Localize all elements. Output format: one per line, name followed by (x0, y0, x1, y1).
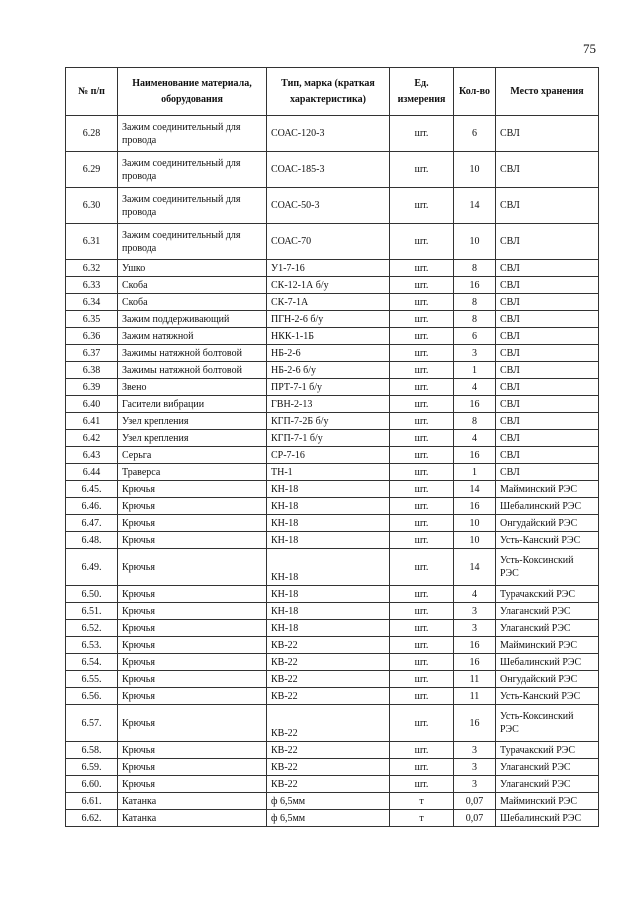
cell-num: 6.44 (66, 464, 118, 481)
cell-name: Ушко (118, 260, 267, 277)
header-num: № п/п (66, 68, 118, 116)
cell-qty: 4 (454, 379, 496, 396)
cell-mark: КН-18 (267, 620, 390, 637)
cell-place: СВЛ (496, 464, 599, 481)
cell-unit: шт. (390, 152, 454, 188)
cell-mark: ПГН-2-6 б/у (267, 311, 390, 328)
cell-place: СВЛ (496, 328, 599, 345)
cell-qty: 8 (454, 260, 496, 277)
cell-qty: 16 (454, 705, 496, 742)
cell-unit: шт. (390, 379, 454, 396)
cell-mark: СОАС-50-3 (267, 188, 390, 224)
cell-place: Турачакский РЭС (496, 586, 599, 603)
cell-unit: шт. (390, 498, 454, 515)
table-row (66, 224, 599, 260)
cell-name: Крючья (118, 654, 267, 671)
cell-unit: шт. (390, 586, 454, 603)
cell-name: Катанка (118, 810, 267, 827)
cell-place: СВЛ (496, 345, 599, 362)
cell-unit: шт. (390, 481, 454, 498)
cell-name: Гасители вибрации (118, 396, 267, 413)
page-number: 75 (583, 41, 596, 56)
cell-unit: шт. (390, 671, 454, 688)
cell-unit: т (390, 810, 454, 827)
table-row (66, 116, 599, 152)
cell-mark: КВ-22 (267, 776, 390, 793)
cell-num: 6.53. (66, 637, 118, 654)
cell-mark: СОАС-70 (267, 224, 390, 260)
cell-place: Улаганский РЭС (496, 776, 599, 793)
table-row (66, 413, 599, 430)
cell-unit: шт. (390, 776, 454, 793)
cell-place: Майминский РЭС (496, 637, 599, 654)
cell-name: Скоба (118, 294, 267, 311)
cell-qty: 4 (454, 586, 496, 603)
cell-num: 6.45. (66, 481, 118, 498)
cell-place: СВЛ (496, 311, 599, 328)
cell-qty: 1 (454, 464, 496, 481)
cell-name: Скоба (118, 277, 267, 294)
cell-place: Шебалинский РЭС (496, 654, 599, 671)
cell-name: Крючья (118, 603, 267, 620)
table-row (66, 654, 599, 671)
cell-qty: 3 (454, 603, 496, 620)
cell-num: 6.29 (66, 152, 118, 188)
cell-num: 6.50. (66, 586, 118, 603)
cell-name: Зажимы натяжной болтовой (118, 345, 267, 362)
cell-place: Улаганский РЭС (496, 620, 599, 637)
cell-mark: КГП-7-2Б б/у (267, 413, 390, 430)
table-row (66, 328, 599, 345)
cell-unit: шт. (390, 654, 454, 671)
cell-unit: шт. (390, 620, 454, 637)
cell-name: Зажим соединительный для провода (118, 224, 267, 260)
table-row (66, 742, 599, 759)
cell-num: 6.31 (66, 224, 118, 260)
cell-qty: 14 (454, 188, 496, 224)
cell-name: Крючья (118, 498, 267, 515)
cell-qty: 11 (454, 671, 496, 688)
cell-place: Улаганский РЭС (496, 603, 599, 620)
cell-mark: КВ-22 (267, 688, 390, 705)
table-row (66, 152, 599, 188)
cell-num: 6.41 (66, 413, 118, 430)
cell-unit: шт. (390, 311, 454, 328)
cell-place: СВЛ (496, 447, 599, 464)
table-row (66, 776, 599, 793)
header-name: Наименование материала, оборудования (118, 68, 267, 116)
cell-num: 6.40 (66, 396, 118, 413)
header-mark: Тип, марка (краткая характеристика) (267, 68, 390, 116)
cell-unit: шт. (390, 549, 454, 586)
table-row (66, 379, 599, 396)
table-row (66, 810, 599, 827)
cell-name: Узел крепления (118, 413, 267, 430)
cell-mark: КВ-22 (267, 671, 390, 688)
table-row (66, 515, 599, 532)
cell-mark: ПРТ-7-1 б/у (267, 379, 390, 396)
cell-unit: шт. (390, 447, 454, 464)
table-row (66, 549, 599, 586)
cell-num: 6.43 (66, 447, 118, 464)
cell-place: СВЛ (496, 116, 599, 152)
cell-mark: НКК-1-1Б (267, 328, 390, 345)
cell-place: Усть-Канский РЭС (496, 532, 599, 549)
cell-unit: шт. (390, 464, 454, 481)
cell-name: Крючья (118, 671, 267, 688)
cell-num: 6.60. (66, 776, 118, 793)
materials-table (65, 67, 599, 827)
cell-qty: 0,07 (454, 810, 496, 827)
cell-mark: КГП-7-1 б/у (267, 430, 390, 447)
cell-place: СВЛ (496, 362, 599, 379)
cell-num: 6.38 (66, 362, 118, 379)
cell-mark: СОАС-120-3 (267, 116, 390, 152)
cell-name: Зажим соединительный для провода (118, 152, 267, 188)
table-row (66, 277, 599, 294)
cell-name: Зажим поддерживающий (118, 311, 267, 328)
cell-mark: КН-18 (267, 515, 390, 532)
cell-qty: 16 (454, 498, 496, 515)
cell-qty: 6 (454, 116, 496, 152)
cell-mark: ГВН-2-13 (267, 396, 390, 413)
cell-place: Майминский РЭС (496, 793, 599, 810)
cell-place: Усть-Коксинский РЭС (496, 549, 599, 586)
cell-name: Крючья (118, 481, 267, 498)
cell-num: 6.52. (66, 620, 118, 637)
cell-unit: шт. (390, 637, 454, 654)
cell-unit: шт. (390, 328, 454, 345)
cell-unit: шт. (390, 705, 454, 742)
cell-qty: 10 (454, 224, 496, 260)
header-unit: Ед. измерения (390, 68, 454, 116)
cell-qty: 14 (454, 549, 496, 586)
table-row (66, 532, 599, 549)
cell-qty: 3 (454, 776, 496, 793)
cell-qty: 8 (454, 311, 496, 328)
cell-name: Серьга (118, 447, 267, 464)
header-qty: Кол-во (454, 68, 496, 116)
cell-place: СВЛ (496, 396, 599, 413)
cell-num: 6.56. (66, 688, 118, 705)
header-place: Место хранения (496, 68, 599, 116)
cell-qty: 16 (454, 396, 496, 413)
cell-mark: КН-18 (267, 532, 390, 549)
cell-place: СВЛ (496, 277, 599, 294)
cell-num: 6.62. (66, 810, 118, 827)
cell-qty: 3 (454, 345, 496, 362)
table-row (66, 464, 599, 481)
cell-num: 6.32 (66, 260, 118, 277)
cell-qty: 10 (454, 532, 496, 549)
cell-name: Зажим соединительный для провода (118, 188, 267, 224)
cell-mark: КВ-22 (267, 654, 390, 671)
cell-place: СВЛ (496, 224, 599, 260)
cell-num: 6.36 (66, 328, 118, 345)
cell-qty: 3 (454, 742, 496, 759)
cell-qty: 16 (454, 637, 496, 654)
cell-num: 6.49. (66, 549, 118, 586)
cell-unit: шт. (390, 188, 454, 224)
cell-unit: т (390, 793, 454, 810)
cell-place: СВЛ (496, 152, 599, 188)
table-body (66, 116, 599, 827)
cell-qty: 16 (454, 277, 496, 294)
cell-qty: 0,07 (454, 793, 496, 810)
table-row (66, 498, 599, 515)
cell-place: Шебалинский РЭС (496, 810, 599, 827)
table-row (66, 362, 599, 379)
cell-qty: 3 (454, 759, 496, 776)
cell-unit: шт. (390, 362, 454, 379)
cell-mark: КН-18 (267, 603, 390, 620)
cell-mark: КВ-22 (267, 742, 390, 759)
cell-num: 6.37 (66, 345, 118, 362)
cell-mark: У1-7-16 (267, 260, 390, 277)
cell-name: Крючья (118, 515, 267, 532)
cell-num: 6.59. (66, 759, 118, 776)
cell-num: 6.47. (66, 515, 118, 532)
cell-place: Усть-Канский РЭС (496, 688, 599, 705)
cell-unit: шт. (390, 277, 454, 294)
cell-place: СВЛ (496, 413, 599, 430)
cell-mark: СОАС-185-3 (267, 152, 390, 188)
cell-name: Зажим натяжной (118, 328, 267, 345)
cell-place: СВЛ (496, 188, 599, 224)
cell-place: СВЛ (496, 260, 599, 277)
cell-num: 6.55. (66, 671, 118, 688)
cell-num: 6.54. (66, 654, 118, 671)
cell-unit: шт. (390, 532, 454, 549)
cell-name: Крючья (118, 742, 267, 759)
cell-place: СВЛ (496, 430, 599, 447)
cell-unit: шт. (390, 413, 454, 430)
table-header-row (66, 68, 599, 116)
cell-name: Звено (118, 379, 267, 396)
cell-place: Усть-Коксинский РЭС (496, 705, 599, 742)
cell-mark: КН-18 (267, 481, 390, 498)
cell-unit: шт. (390, 224, 454, 260)
cell-num: 6.34 (66, 294, 118, 311)
cell-mark: КН-18 (267, 549, 390, 586)
table-row (66, 311, 599, 328)
cell-mark: ф 6,5мм (267, 810, 390, 827)
cell-name: Крючья (118, 620, 267, 637)
cell-name: Крючья (118, 705, 267, 742)
cell-qty: 16 (454, 654, 496, 671)
cell-place: Шебалинский РЭС (496, 498, 599, 515)
cell-unit: шт. (390, 759, 454, 776)
cell-name: Траверса (118, 464, 267, 481)
cell-name: Зажимы натяжной болтовой (118, 362, 267, 379)
cell-unit: шт. (390, 430, 454, 447)
cell-num: 6.28 (66, 116, 118, 152)
table-row (66, 688, 599, 705)
cell-qty: 1 (454, 362, 496, 379)
cell-place: Онгудайский РЭС (496, 515, 599, 532)
cell-unit: шт. (390, 742, 454, 759)
cell-num: 6.57. (66, 705, 118, 742)
table-row (66, 260, 599, 277)
table-row (66, 793, 599, 810)
cell-unit: шт. (390, 345, 454, 362)
cell-mark: КВ-22 (267, 637, 390, 654)
cell-name: Крючья (118, 759, 267, 776)
cell-num: 6.39 (66, 379, 118, 396)
cell-name: Крючья (118, 776, 267, 793)
cell-num: 6.46. (66, 498, 118, 515)
cell-name: Крючья (118, 532, 267, 549)
cell-unit: шт. (390, 294, 454, 311)
cell-num: 6.30 (66, 188, 118, 224)
cell-mark: НБ-2-6 (267, 345, 390, 362)
cell-place: Онгудайский РЭС (496, 671, 599, 688)
cell-unit: шт. (390, 603, 454, 620)
cell-place: Майминский РЭС (496, 481, 599, 498)
table-row (66, 188, 599, 224)
cell-mark: СК-7-1А (267, 294, 390, 311)
cell-mark: ф 6,5мм (267, 793, 390, 810)
cell-unit: шт. (390, 396, 454, 413)
cell-place: Турачакский РЭС (496, 742, 599, 759)
cell-num: 6.61. (66, 793, 118, 810)
table-row (66, 447, 599, 464)
cell-qty: 3 (454, 620, 496, 637)
cell-unit: шт. (390, 515, 454, 532)
cell-num: 6.35 (66, 311, 118, 328)
cell-qty: 8 (454, 413, 496, 430)
cell-qty: 16 (454, 447, 496, 464)
cell-num: 6.48. (66, 532, 118, 549)
cell-name: Крючья (118, 637, 267, 654)
cell-mark: СК-12-1А б/у (267, 277, 390, 294)
cell-qty: 11 (454, 688, 496, 705)
cell-name: Крючья (118, 549, 267, 586)
table-row (66, 294, 599, 311)
cell-unit: шт. (390, 116, 454, 152)
cell-name: Зажим соединительный для провода (118, 116, 267, 152)
cell-place: Улаганский РЭС (496, 759, 599, 776)
cell-place: СВЛ (496, 294, 599, 311)
cell-name: Катанка (118, 793, 267, 810)
cell-qty: 8 (454, 294, 496, 311)
table-row (66, 481, 599, 498)
cell-num: 6.42 (66, 430, 118, 447)
table-row (66, 759, 599, 776)
table-row (66, 396, 599, 413)
cell-num: 6.33 (66, 277, 118, 294)
cell-qty: 14 (454, 481, 496, 498)
table-row (66, 620, 599, 637)
table-row (66, 671, 599, 688)
cell-name: Узел крепления (118, 430, 267, 447)
cell-qty: 6 (454, 328, 496, 345)
table-row (66, 637, 599, 654)
cell-mark: СР-7-16 (267, 447, 390, 464)
table-row (66, 345, 599, 362)
table-row (66, 705, 599, 742)
cell-name: Крючья (118, 688, 267, 705)
cell-mark: КВ-22 (267, 759, 390, 776)
cell-mark: НБ-2-6 б/у (267, 362, 390, 379)
cell-unit: шт. (390, 260, 454, 277)
table-row (66, 430, 599, 447)
cell-qty: 10 (454, 152, 496, 188)
cell-mark: ТН-1 (267, 464, 390, 481)
cell-mark: КН-18 (267, 498, 390, 515)
table-row (66, 586, 599, 603)
cell-qty: 4 (454, 430, 496, 447)
cell-num: 6.58. (66, 742, 118, 759)
cell-qty: 10 (454, 515, 496, 532)
cell-mark: КН-18 (267, 586, 390, 603)
cell-mark: КВ-22 (267, 705, 390, 742)
cell-num: 6.51. (66, 603, 118, 620)
cell-unit: шт. (390, 688, 454, 705)
table-row (66, 603, 599, 620)
cell-name: Крючья (118, 586, 267, 603)
cell-place: СВЛ (496, 379, 599, 396)
